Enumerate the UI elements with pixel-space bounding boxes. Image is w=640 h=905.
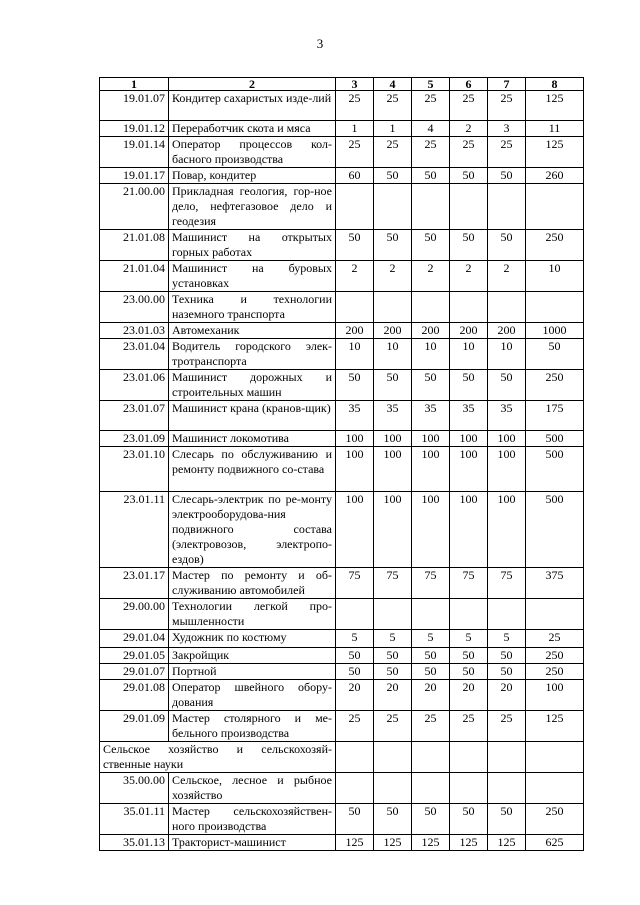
value-cell	[374, 773, 412, 804]
value-cell: 50	[526, 339, 584, 370]
value-cell	[488, 599, 526, 630]
page-number: 3	[316, 36, 324, 51]
value-cell: 35	[412, 401, 450, 431]
table-row	[100, 630, 584, 648]
value-cell: 125	[412, 835, 450, 851]
value-cell: 50	[336, 664, 374, 680]
column-header: 1	[100, 78, 169, 91]
value-cell: 50	[412, 648, 450, 664]
value-cell: 125	[526, 91, 584, 121]
value-cell: 20	[336, 680, 374, 711]
name-cell: Машинист крана (кранов-щик)	[169, 401, 336, 431]
value-cell	[374, 599, 412, 630]
table-row	[100, 835, 584, 851]
value-cell: 10	[450, 339, 488, 370]
name-cell: Водитель городского элек-тротранспорта	[169, 339, 336, 370]
value-cell: 1	[336, 121, 374, 137]
code-cell: 23.01.09	[100, 431, 169, 447]
table-row	[100, 370, 584, 401]
value-cell: 20	[450, 680, 488, 711]
value-cell: 50	[336, 804, 374, 835]
value-cell: 5	[450, 630, 488, 648]
value-cell: 50	[488, 168, 526, 184]
value-cell: 10	[526, 261, 584, 292]
code-cell: 29.00.00	[100, 599, 169, 630]
table-row	[100, 773, 584, 804]
value-cell: 100	[450, 447, 488, 492]
value-cell: 125	[450, 835, 488, 851]
value-cell: 500	[526, 431, 584, 447]
value-cell: 1	[374, 121, 412, 137]
name-cell: Переработчик скота и мяса	[169, 121, 336, 137]
value-cell	[450, 599, 488, 630]
value-cell: 100	[488, 447, 526, 492]
value-cell: 50	[488, 804, 526, 835]
value-cell: 50	[412, 804, 450, 835]
value-cell: 50	[336, 370, 374, 401]
value-cell: 11	[526, 121, 584, 137]
data-table	[99, 77, 584, 851]
value-cell	[374, 292, 412, 323]
value-cell: 50	[450, 168, 488, 184]
value-cell: 625	[526, 835, 584, 851]
value-cell: 50	[488, 664, 526, 680]
value-cell: 50	[374, 648, 412, 664]
value-cell	[526, 184, 584, 230]
value-cell: 60	[336, 168, 374, 184]
value-cell: 50	[450, 648, 488, 664]
value-cell: 5	[336, 630, 374, 648]
value-cell: 50	[488, 230, 526, 261]
value-cell: 50	[336, 648, 374, 664]
value-cell: 25	[450, 91, 488, 121]
name-cell: Художник по костюму	[169, 630, 336, 648]
value-cell	[336, 742, 374, 773]
name-cell: Закройщик	[169, 648, 336, 664]
code-cell: 35.01.11	[100, 804, 169, 835]
value-cell	[526, 599, 584, 630]
table-row	[100, 648, 584, 664]
value-cell: 200	[374, 323, 412, 339]
value-cell: 375	[526, 568, 584, 599]
table-row	[100, 339, 584, 370]
value-cell: 200	[336, 323, 374, 339]
value-cell	[412, 292, 450, 323]
code-cell: 23.00.00	[100, 292, 169, 323]
table-row	[100, 230, 584, 261]
value-cell	[450, 773, 488, 804]
value-cell	[336, 773, 374, 804]
value-cell: 75	[412, 568, 450, 599]
value-cell: 100	[526, 680, 584, 711]
value-cell: 75	[374, 568, 412, 599]
value-cell: 50	[374, 370, 412, 401]
value-cell: 25	[374, 137, 412, 168]
value-cell: 100	[488, 431, 526, 447]
value-cell: 125	[488, 835, 526, 851]
name-cell: Портной	[169, 664, 336, 680]
name-cell: Машинист на открытых горных работах	[169, 230, 336, 261]
value-cell	[336, 184, 374, 230]
value-cell: 125	[526, 711, 584, 742]
value-cell: 260	[526, 168, 584, 184]
code-cell: 19.01.17	[100, 168, 169, 184]
value-cell: 2	[450, 121, 488, 137]
column-header: 2	[169, 78, 336, 91]
code-cell: 19.01.07	[100, 91, 169, 121]
value-cell	[526, 292, 584, 323]
value-cell: 250	[526, 804, 584, 835]
value-cell	[488, 773, 526, 804]
code-cell: 21.00.00	[100, 184, 169, 230]
value-cell	[526, 742, 584, 773]
value-cell: 100	[412, 431, 450, 447]
value-cell: 50	[488, 648, 526, 664]
value-cell: 10	[336, 339, 374, 370]
value-cell: 75	[336, 568, 374, 599]
column-header: 6	[450, 78, 488, 91]
value-cell: 25	[336, 711, 374, 742]
code-cell: 29.01.09	[100, 711, 169, 742]
value-cell: 25	[374, 91, 412, 121]
value-cell: 25	[488, 137, 526, 168]
value-cell: 50	[412, 370, 450, 401]
value-cell: 250	[526, 230, 584, 261]
name-cell: Прикладная геология, гор-ное дело, нефтегазовое дело и геодезия	[169, 184, 336, 230]
value-cell	[412, 773, 450, 804]
table-body	[100, 91, 584, 851]
name-cell: Повар, кондитер	[169, 168, 336, 184]
name-cell: Кондитер сахаристых изде-лий	[169, 91, 336, 121]
code-cell: 29.01.05	[100, 648, 169, 664]
value-cell: 1000	[526, 323, 584, 339]
table-row	[100, 447, 584, 492]
code-cell: 35.00.00	[100, 773, 169, 804]
header-row	[100, 78, 584, 91]
value-cell	[374, 184, 412, 230]
value-cell: 5	[412, 630, 450, 648]
value-cell	[336, 292, 374, 323]
value-cell: 2	[412, 261, 450, 292]
value-cell: 100	[336, 447, 374, 492]
value-cell: 50	[450, 230, 488, 261]
value-cell: 50	[450, 664, 488, 680]
value-cell: 75	[488, 568, 526, 599]
column-header: 7	[488, 78, 526, 91]
name-cell: Оператор процессов кол-басного производства	[169, 137, 336, 168]
code-cell: 29.01.07	[100, 664, 169, 680]
code-cell: 21.01.08	[100, 230, 169, 261]
value-cell: 10	[488, 339, 526, 370]
name-cell: Технологии легкой про-мышленности	[169, 599, 336, 630]
code-cell: 23.01.07	[100, 401, 169, 431]
name-cell: Слесарь по обслуживанию и ремонту подвижного со-става	[169, 447, 336, 492]
value-cell: 100	[336, 431, 374, 447]
table-row	[100, 431, 584, 447]
value-cell: 3	[488, 121, 526, 137]
value-cell: 100	[374, 447, 412, 492]
value-cell: 50	[488, 370, 526, 401]
value-cell: 25	[336, 137, 374, 168]
value-cell: 25	[374, 711, 412, 742]
value-cell: 100	[488, 492, 526, 568]
table-row	[100, 804, 584, 835]
value-cell: 50	[412, 168, 450, 184]
value-cell: 200	[488, 323, 526, 339]
column-header: 5	[412, 78, 450, 91]
table-row	[100, 401, 584, 431]
table-row	[100, 568, 584, 599]
value-cell	[450, 292, 488, 323]
value-cell: 100	[336, 492, 374, 568]
value-cell: 5	[374, 630, 412, 648]
value-cell	[526, 773, 584, 804]
name-cell: Слесарь-электрик по ре-монту электрооборудова-ния подвижного состава (электровозов, электропо-ездов)	[169, 492, 336, 568]
column-header: 8	[526, 78, 584, 91]
value-cell	[488, 292, 526, 323]
section-title-cell: Сельское хозяйство и сельскохозяй-ственные науки	[100, 742, 336, 773]
value-cell	[488, 742, 526, 773]
value-cell: 2	[336, 261, 374, 292]
value-cell: 20	[412, 680, 450, 711]
value-cell: 4	[412, 121, 450, 137]
table-row	[100, 492, 584, 568]
value-cell: 5	[488, 630, 526, 648]
value-cell: 50	[374, 664, 412, 680]
value-cell: 2	[374, 261, 412, 292]
value-cell: 25	[336, 91, 374, 121]
value-cell: 50	[450, 370, 488, 401]
table-row	[100, 711, 584, 742]
table-row	[100, 664, 584, 680]
value-cell: 10	[374, 339, 412, 370]
value-cell	[336, 599, 374, 630]
table-row	[100, 742, 584, 773]
table-row	[100, 91, 584, 121]
name-cell: Оператор швейного обору-дования	[169, 680, 336, 711]
value-cell: 50	[374, 804, 412, 835]
table-row	[100, 168, 584, 184]
value-cell: 25	[412, 137, 450, 168]
value-cell: 25	[526, 630, 584, 648]
value-cell	[412, 184, 450, 230]
value-cell	[412, 742, 450, 773]
value-cell: 50	[374, 168, 412, 184]
value-cell: 20	[374, 680, 412, 711]
value-cell: 50	[336, 230, 374, 261]
value-cell: 500	[526, 447, 584, 492]
name-cell: Автомеханик	[169, 323, 336, 339]
value-cell	[450, 184, 488, 230]
value-cell: 100	[374, 492, 412, 568]
name-cell: Тракторист-машинист	[169, 835, 336, 851]
value-cell: 250	[526, 664, 584, 680]
name-cell: Машинист на буровых установках	[169, 261, 336, 292]
table-row	[100, 292, 584, 323]
code-cell: 21.01.04	[100, 261, 169, 292]
value-cell: 200	[412, 323, 450, 339]
value-cell: 125	[374, 835, 412, 851]
value-cell	[488, 184, 526, 230]
name-cell: Машинист локомотива	[169, 431, 336, 447]
column-header: 4	[374, 78, 412, 91]
value-cell: 250	[526, 370, 584, 401]
table-row	[100, 323, 584, 339]
column-header: 3	[336, 78, 374, 91]
code-cell: 35.01.13	[100, 835, 169, 851]
value-cell: 100	[412, 447, 450, 492]
value-cell: 25	[412, 91, 450, 121]
name-cell: Мастер по ремонту и об-служиванию автомобилей	[169, 568, 336, 599]
name-cell: Техника и технологии наземного транспорта	[169, 292, 336, 323]
code-cell: 29.01.08	[100, 680, 169, 711]
code-cell: 23.01.11	[100, 492, 169, 568]
value-cell: 50	[412, 664, 450, 680]
table-row	[100, 261, 584, 292]
code-cell: 23.01.17	[100, 568, 169, 599]
value-cell: 75	[450, 568, 488, 599]
value-cell: 175	[526, 401, 584, 431]
value-cell: 50	[450, 804, 488, 835]
value-cell: 125	[526, 137, 584, 168]
value-cell: 25	[450, 137, 488, 168]
value-cell: 100	[374, 431, 412, 447]
value-cell: 125	[336, 835, 374, 851]
value-cell: 35	[488, 401, 526, 431]
value-cell: 25	[488, 711, 526, 742]
value-cell: 200	[450, 323, 488, 339]
code-cell: 23.01.06	[100, 370, 169, 401]
code-cell: 19.01.14	[100, 137, 169, 168]
value-cell: 35	[450, 401, 488, 431]
value-cell: 50	[412, 230, 450, 261]
table-row	[100, 137, 584, 168]
value-cell: 100	[450, 431, 488, 447]
value-cell: 35	[374, 401, 412, 431]
value-cell: 100	[412, 492, 450, 568]
table-row	[100, 599, 584, 630]
value-cell: 10	[412, 339, 450, 370]
code-cell: 23.01.10	[100, 447, 169, 492]
name-cell: Мастер столярного и ме-бельного производства	[169, 711, 336, 742]
code-cell: 23.01.03	[100, 323, 169, 339]
code-cell: 19.01.12	[100, 121, 169, 137]
table-row	[100, 680, 584, 711]
table-row	[100, 184, 584, 230]
name-cell: Мастер сельскохозяйствен-ного производства	[169, 804, 336, 835]
value-cell: 25	[488, 91, 526, 121]
value-cell: 500	[526, 492, 584, 568]
value-cell	[450, 742, 488, 773]
table-row	[100, 121, 584, 137]
value-cell: 250	[526, 648, 584, 664]
name-cell: Сельское, лесное и рыбное хозяйство	[169, 773, 336, 804]
value-cell	[412, 599, 450, 630]
value-cell: 2	[488, 261, 526, 292]
code-cell: 29.01.04	[100, 630, 169, 648]
value-cell: 25	[412, 711, 450, 742]
code-cell: 23.01.04	[100, 339, 169, 370]
value-cell: 25	[450, 711, 488, 742]
value-cell: 20	[488, 680, 526, 711]
value-cell: 2	[450, 261, 488, 292]
name-cell: Машинист дорожных и строительных машин	[169, 370, 336, 401]
value-cell: 35	[336, 401, 374, 431]
value-cell: 50	[374, 230, 412, 261]
value-cell: 100	[450, 492, 488, 568]
value-cell	[374, 742, 412, 773]
